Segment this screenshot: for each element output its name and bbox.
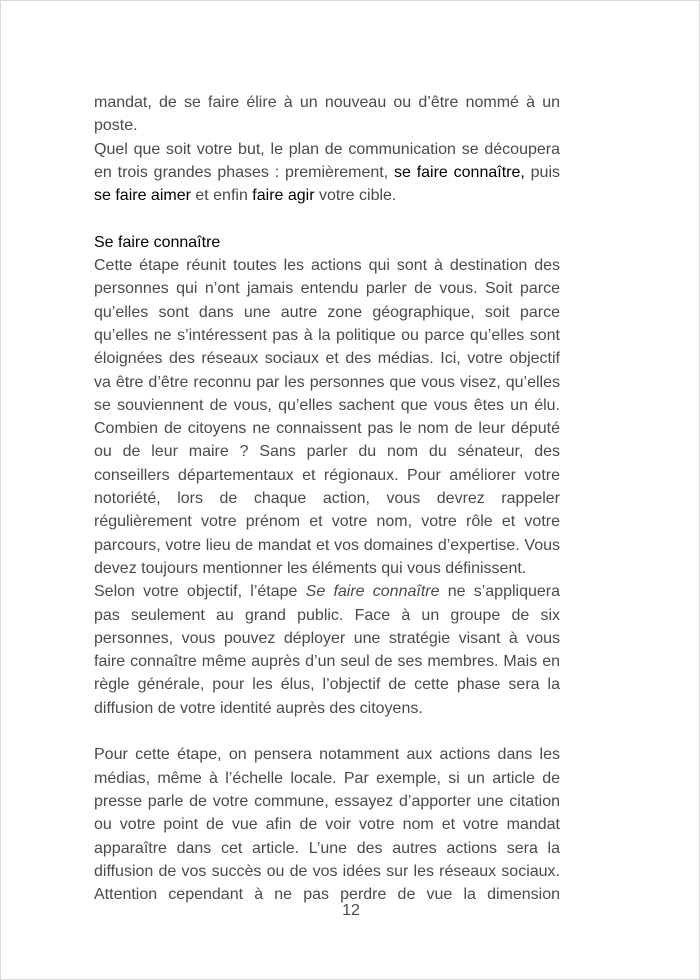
italic-se-faire-connaitre: Se faire connaître (305, 583, 440, 601)
objectif-body-text: ne s’appliquera pas seulement au grand public. Face à un groupe de six personnes, vous pouvez déployer une stratégie visant à vous faire connaître même auprès d’un seul de ses membres. Mais en règle générale, pour les élus, l’objectif de cette phase sera la diffusion de votre identité auprès des citoyens. (94, 583, 561, 717)
paragraph-mandat: mandat, de se faire élire à un nouveau ou d’être nommé à un poste. (94, 94, 560, 135)
phases-intro-text: Quel que soit votre but, le plan de communication se découpera en trois grandes phases : premièrement, (94, 140, 560, 181)
phases-connector-1: puis (524, 163, 561, 181)
page-number: 12 (342, 902, 360, 919)
objectif-intro-text: Selon votre objectif, l’étape (94, 583, 306, 601)
paragraph-phases (94, 138, 560, 208)
phase-faire-agir: faire agir (252, 187, 315, 205)
paragraph-spacer (94, 207, 560, 230)
paragraph-objectif (94, 580, 560, 720)
phases-outro-text: votre cible. (314, 187, 397, 205)
section-heading: Se faire connaître (94, 233, 221, 251)
paragraph-etape-description: Cette étape réunit toutes les actions qui sont à destination des personnes qui n’ont jamais entendu parler de vous. Soit parce qu’elles sont dans une autre zone géographique, soit parce qu’elles ne s’intéressent pas à la politique ou parce qu’elles sont éloignées des réseaux sociaux et des médias. Ici, votre objectif va être d’être reconnu par les personnes que vous visez, qu’elles se souviennent de vous, qu’elles sachent que vous êtes un élu. Combien de citoyens ne connaissent pas le nom de leur député ou de leur maire ? Sans parler du nom du sénateur, des conseillers départementaux et régionaux. Pour améliorer votre notoriété, lors de chaque action, vous devrez rappeler régulièrement votre prénom et votre nom, votre rôle et votre parcours, votre lieu de mandat et vos domaines d’expertise. Vous devez toujours mentionner les éléments qui vous définissent. (94, 257, 560, 577)
phases-connector-2: et enfin (190, 187, 253, 205)
phase-se-faire-connaitre: se faire connaître, (393, 163, 525, 181)
page-body (94, 91, 560, 906)
paragraph-spacer (94, 720, 560, 743)
phase-se-faire-aimer: se faire aimer (94, 187, 191, 205)
paragraph-actions-medias: Pour cette étape, on pensera notamment aux actions dans les médias, même à l’échelle locale. Par exemple, si un article de presse parle de votre commune, essayez d’apporter une citation ou votre point de vue afin de voir votre nom et votre mandat apparaître dans cet article. L’une des autres actions sera la diffusion de vos succès ou de vos idées sur les réseaux sociaux. Attention cependant à ne pas perdre de vue la dimension (94, 746, 560, 904)
